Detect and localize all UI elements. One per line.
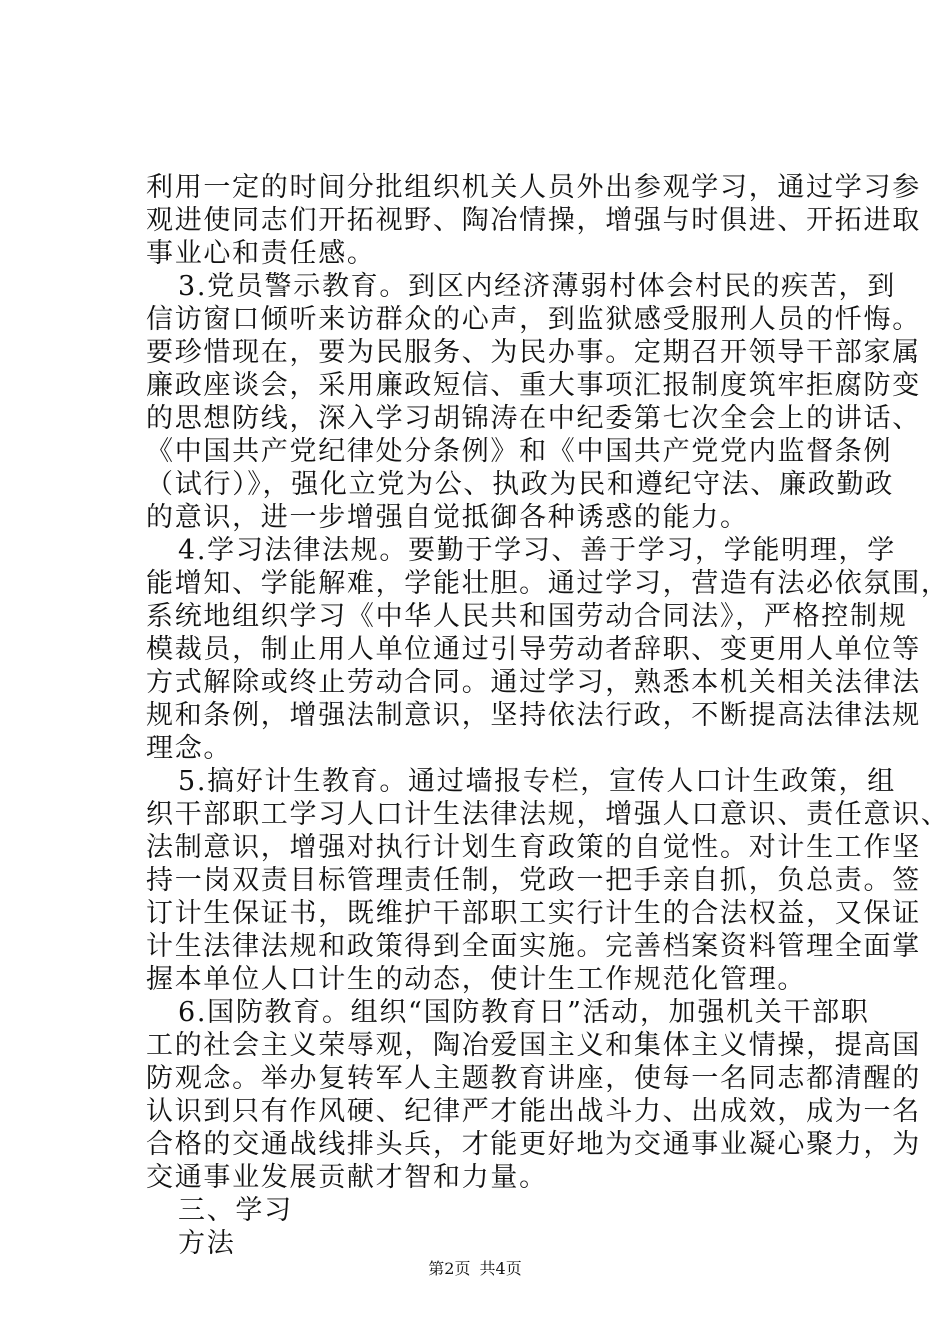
page-footer: [0, 1258, 950, 1280]
paragraph-line: 方式解除或终止劳动合同。通过学习，熟悉本机关相关法律法: [146, 667, 921, 698]
paragraph-line: 法制意识，增强对执行计划生育政策的自觉性。对计生工作坚: [146, 832, 921, 863]
paragraph-line: 交通事业发展贡献才智和力量。: [146, 1162, 548, 1193]
paragraph-line: 要珍惜现在，要为民服务、为民办事。定期召开领导干部家属: [146, 337, 921, 368]
paragraph-line: 规和条例，增强法制意识，坚持依法行政，不断提高法律法规: [146, 700, 921, 731]
paragraph-line: （试行）》，强化立党为公、执政为民和遵纪守法、廉政勤政: [146, 469, 894, 500]
paragraph-line: 系统地组织学习《中华人民共和国劳动合同法》，严格控制规: [146, 601, 908, 632]
paragraph-line: 握本单位人口计生的动态，使计生工作规范化管理。: [146, 964, 807, 995]
page-total: 共4页: [479, 1259, 522, 1278]
paragraph-line: 认识到只有作风硬、纪律严才能出战斗力、出成效，成为一名: [146, 1096, 921, 1127]
paragraph-line: 廉政座谈会，采用廉政短信、重大事项汇报制度筑牢拒腐防变: [146, 370, 921, 401]
paragraph-line: 订计生保证书，既维护干部职工实行计生的合法权益，又保证: [146, 898, 921, 929]
paragraph-line: 4.学习法律法规。要勤于学习、善于学习，学能明理，学: [178, 535, 896, 566]
paragraph-line: 6.国防教育。组织“国防教育日”活动，加强机关干部职: [178, 997, 870, 1028]
paragraph-line: 5.搞好计生教育。通过墙报专栏，宣传人口计生政策，组: [178, 766, 896, 797]
paragraph-line: 织干部职工学习人口计生法律法规，增强人口意识、责任意识、: [146, 799, 950, 830]
paragraph-line: 3.党员警示教育。到区内经济薄弱村体会村民的疾苦，到: [178, 271, 896, 302]
paragraph-line: 能增知、学能解难，学能壮胆。通过学习，营造有法必依氛围，: [146, 568, 950, 599]
paragraph-line: 《中国共产党纪律处分条例》和《中国共产党党内监督条例: [146, 436, 893, 467]
page-number: 第2页: [428, 1259, 471, 1278]
paragraph-line: 模裁员，制止用人单位通过引导劳动者辞职、变更用人单位等: [146, 634, 921, 665]
paragraph-line: 的思想防线，深入学习胡锦涛在中纪委第七次全会上的讲话、: [146, 403, 921, 434]
paragraph-line: 理念。: [146, 733, 233, 764]
paragraph-line: 合格的交通战线排头兵，才能更好地为交通事业凝心聚力，为: [146, 1129, 921, 1160]
paragraph-line: 信访窗口倾听来访群众的心声，到监狱感受服刑人员的忏悔。: [146, 304, 921, 335]
paragraph-line: 利用一定的时间分批组织机关人员外出参观学习，通过学习参: [146, 172, 921, 203]
section-heading-continuation: 方法: [178, 1228, 236, 1259]
paragraph-line: 事业心和责任感。: [146, 238, 376, 269]
paragraph-line: 的意识，进一步增强自觉抵御各种诱惑的能力。: [146, 502, 749, 533]
paragraph-line: 工的社会主义荣辱观，陶冶爱国主义和集体主义情操，提高国: [146, 1030, 921, 1061]
paragraph-line: 持一岗双责目标管理责任制，党政一把手亲自抓，负总责。签: [146, 865, 921, 896]
paragraph-line: 防观念。举办复转军人主题教育讲座，使每一名同志都清醒的: [146, 1063, 921, 1094]
section-heading: 三、学习: [178, 1195, 293, 1226]
paragraph-line: 观进使同志们开拓视野、陶冶情操，增强与时俱进、开拓进取: [146, 205, 921, 236]
paragraph-line: 计生法律法规和政策得到全面实施。完善档案资料管理全面掌: [146, 931, 921, 962]
